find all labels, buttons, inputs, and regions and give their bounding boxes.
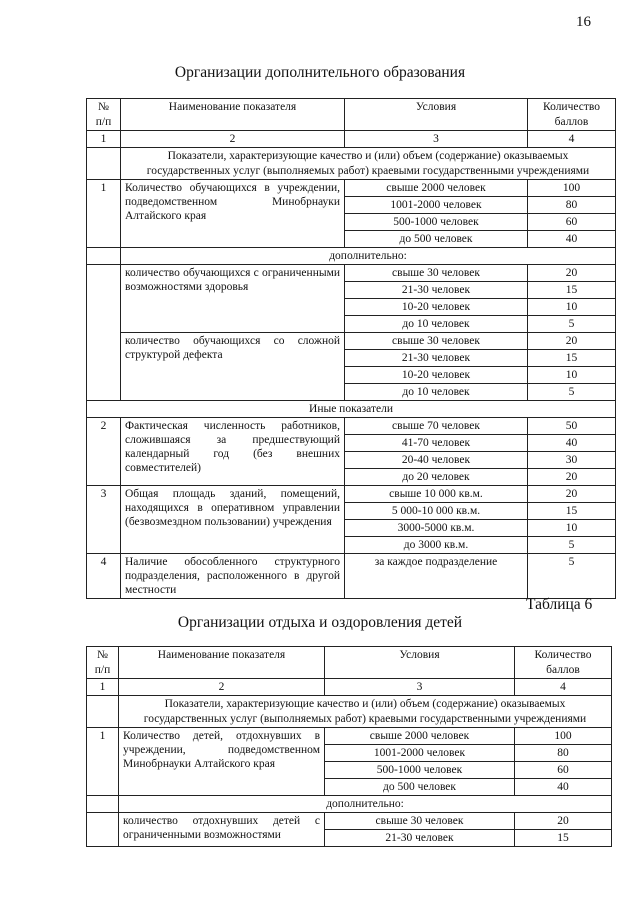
indicators-table-additional-education xyxy=(86,98,616,599)
score: 15 xyxy=(528,503,616,520)
row-number: 3 xyxy=(87,486,121,554)
score: 15 xyxy=(515,830,612,847)
empty-cell xyxy=(87,796,119,813)
indicator-name: Количество детей, отдохнувших в учреждении, подведомственном Минобрнауки Алтайского края xyxy=(119,728,325,796)
condition: 10-20 человек xyxy=(345,299,528,316)
row-number: 2 xyxy=(87,418,121,486)
colnum: 1 xyxy=(87,131,121,148)
score: 20 xyxy=(528,486,616,503)
indicator-name: Фактическая численность работников, сложившаяся за предшествующий календарный год (без внешних совместителей) xyxy=(121,418,345,486)
condition: свыше 70 человек xyxy=(345,418,528,435)
row-number: 1 xyxy=(87,180,121,248)
indicators-table-recreation xyxy=(86,646,612,847)
header-num: № п/п xyxy=(87,99,121,131)
condition: 500-1000 человек xyxy=(325,762,515,779)
table-label: Таблица 6 xyxy=(526,596,593,613)
score: 40 xyxy=(528,435,616,452)
table-row xyxy=(87,333,616,350)
score: 5 xyxy=(528,316,616,333)
condition: 5 000-10 000 кв.м. xyxy=(345,503,528,520)
header-score: Количество баллов xyxy=(515,647,612,679)
score: 50 xyxy=(528,418,616,435)
empty-cell xyxy=(87,248,121,265)
header-conditions: Условия xyxy=(325,647,515,679)
condition: 3000-5000 кв.м. xyxy=(345,520,528,537)
score: 20 xyxy=(528,469,616,486)
table-row xyxy=(87,418,616,435)
condition: 41-70 человек xyxy=(345,435,528,452)
score: 100 xyxy=(528,180,616,197)
header-num: № п/п xyxy=(87,647,119,679)
group-header-row xyxy=(87,696,612,728)
indicator-name: количество обучающихся со сложной структурой дефекта xyxy=(121,333,345,401)
score: 40 xyxy=(515,779,612,796)
group-header-row xyxy=(87,148,616,180)
header-name: Наименование показателя xyxy=(121,99,345,131)
score: 10 xyxy=(528,299,616,316)
colnum: 2 xyxy=(121,131,345,148)
score: 80 xyxy=(515,745,612,762)
score: 20 xyxy=(528,265,616,282)
condition: до 20 человек xyxy=(345,469,528,486)
score: 20 xyxy=(528,333,616,350)
condition: 500-1000 человек xyxy=(345,214,528,231)
score: 10 xyxy=(528,367,616,384)
table-row xyxy=(87,554,616,599)
condition: 10-20 человек xyxy=(345,367,528,384)
table-header-row xyxy=(87,99,616,131)
empty-cell xyxy=(87,265,121,401)
score: 60 xyxy=(528,214,616,231)
other-indicators-row xyxy=(87,401,616,418)
colnum: 3 xyxy=(325,679,515,696)
indicator-name: количество отдохнувших детей с ограниченными возможностями xyxy=(119,813,325,847)
indicator-name: Наличие обособленного структурного подразделения, расположенного в другой местности xyxy=(121,554,345,599)
empty-cell xyxy=(87,148,121,180)
header-score: Количество баллов xyxy=(528,99,616,131)
score: 15 xyxy=(528,350,616,367)
page-number: 16 xyxy=(576,14,591,30)
condition: 20-40 человек xyxy=(345,452,528,469)
row-number: 1 xyxy=(87,728,119,796)
header-name: Наименование показателя xyxy=(119,647,325,679)
score: 60 xyxy=(515,762,612,779)
score: 80 xyxy=(528,197,616,214)
indicator-name: Общая площадь зданий, помещений, находящихся в оперативном управлении (безвозмездном пользовании) учреждения xyxy=(121,486,345,554)
table-row xyxy=(87,265,616,282)
condition: свыше 2000 человек xyxy=(325,728,515,745)
section-title: Организации дополнительного образования xyxy=(174,64,466,81)
row-number: 4 xyxy=(87,554,121,599)
score: 100 xyxy=(515,728,612,745)
additional-label: дополнительно: xyxy=(121,248,616,265)
table-row xyxy=(87,813,612,830)
additional-label: дополнительно: xyxy=(119,796,612,813)
empty-cell xyxy=(87,696,119,728)
column-number-row xyxy=(87,131,616,148)
empty-cell xyxy=(87,813,119,847)
colnum: 2 xyxy=(119,679,325,696)
indicator-name: количество обучающихся с ограниченными возможностями здоровья xyxy=(121,265,345,333)
condition: до 10 человек xyxy=(345,384,528,401)
indicator-name: Количество обучающихся в учреждении, подведомственном Минобрнауки Алтайского края xyxy=(121,180,345,248)
score: 5 xyxy=(528,384,616,401)
condition: 21-30 человек xyxy=(345,350,528,367)
condition: свыше 30 человек xyxy=(345,265,528,282)
score: 10 xyxy=(528,520,616,537)
colnum: 4 xyxy=(515,679,612,696)
condition: 1001-2000 человек xyxy=(345,197,528,214)
score: 15 xyxy=(528,282,616,299)
condition: свыше 2000 человек xyxy=(345,180,528,197)
colnum: 1 xyxy=(87,679,119,696)
condition: до 500 человек xyxy=(325,779,515,796)
condition: до 500 человек xyxy=(345,231,528,248)
condition: 21-30 человек xyxy=(325,830,515,847)
condition: 21-30 человек xyxy=(345,282,528,299)
colnum: 4 xyxy=(528,131,616,148)
column-number-row xyxy=(87,679,612,696)
table-row xyxy=(87,728,612,745)
condition: свыше 10 000 кв.м. xyxy=(345,486,528,503)
table-row xyxy=(87,180,616,197)
group-header: Показатели, характеризующие качество и (или) объем (содержание) оказываемых государственных услуг (выполняемых работ) краевыми государственными учреждениями xyxy=(119,696,612,728)
score: 40 xyxy=(528,231,616,248)
score: 30 xyxy=(528,452,616,469)
score: 20 xyxy=(515,813,612,830)
condition: 1001-2000 человек xyxy=(325,745,515,762)
other-label: Иные показатели xyxy=(87,401,616,418)
condition: свыше 30 человек xyxy=(325,813,515,830)
condition: до 10 человек xyxy=(345,316,528,333)
header-conditions: Условия xyxy=(345,99,528,131)
table-header-row xyxy=(87,647,612,679)
condition: до 3000 кв.м. xyxy=(345,537,528,554)
section-title: Организации отдыха и оздоровления детей xyxy=(177,614,463,631)
group-header: Показатели, характеризующие качество и (или) объем (содержание) оказываемых государственных услуг (выполняемых работ) краевыми государственными учреждениями xyxy=(121,148,616,180)
condition: свыше 30 человек xyxy=(345,333,528,350)
table-row xyxy=(87,486,616,503)
colnum: 3 xyxy=(345,131,528,148)
score: 5 xyxy=(528,537,616,554)
additional-row xyxy=(87,796,612,813)
score: 5 xyxy=(528,554,616,599)
additional-row xyxy=(87,248,616,265)
condition: за каждое подразделение xyxy=(345,554,528,599)
